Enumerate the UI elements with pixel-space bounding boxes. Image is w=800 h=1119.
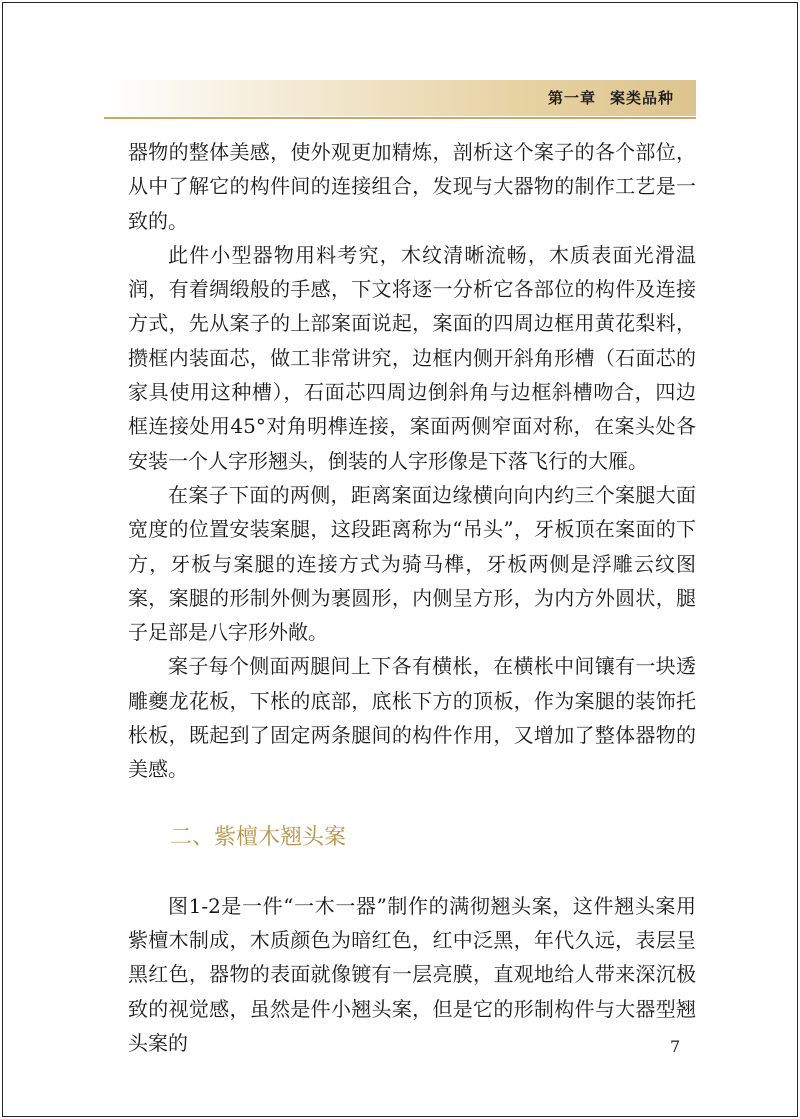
running-header-title xyxy=(548,80,696,116)
body-paragraph: 案子每个侧面两腿间上下各有横枨，在横枨中间镶有一块透雕夔龙花板，下枨的底部，底枨下方的顶板，作为案腿的装饰托枨板，既起到了固定两条腿间的构件作用，又增加了整体器物的美感。 xyxy=(128,654,696,782)
running-header xyxy=(104,80,696,116)
page-number: 7 xyxy=(670,1037,681,1056)
body-paragraph: 图1-2是一件“一木一器”制作的满彻翘头案，这件翘头案用紫檀木制成，木质颜色为暗红色，红中泛黑，年代久远，表层呈黑红色，器物的表面就像镀有一层亮膜，直观地给人带来深沉极致的视觉感，虽然是件小翘头案，但是它的形制构件与大器型翘头案的 xyxy=(128,893,696,1055)
body-paragraph-continued: 器物的整体美感，使外观更加精炼，剖析这个案子的各个部位，从中了解它的构件间的连接组合，发现与大器物的制作工艺是一致的。 xyxy=(128,140,696,233)
chapter-label: 第一章 xyxy=(547,89,596,107)
body-paragraph: 此件小型器物用料考究，木纹清晰流畅，木质表面光滑温润，有着绸缎般的手感，下文将逐一分析它各部位的构件及连接方式，先从案子的上部案面说起，案面的四周边框用黄花梨料，攒框内装面芯，做工非常讲究，边框内侧开斜角形槽（石面芯的家具使用这种槽），石面芯四周边倒斜角与边框斜槽吻合，四边框连接处用45°对角明榫连接，案面两侧窄面对称，在案头处各安装一个人字形翘头，倒装的人字形像是下落飞行的大雁。 xyxy=(128,242,696,473)
section-label: 案类品种 xyxy=(609,89,674,107)
page-body xyxy=(128,135,696,1060)
body-paragraph: 在案子下面的两侧，距离案面边缘横向向内约三个案腿大面宽度的位置安装案腿，这段距离称为“吊头”，牙板顶在案面的下方，牙板与案腿的连接方式为骑马榫，牙板两侧是浮雕云纹图案，案腿的形制外侧为裹圆形，内侧呈方形，为内方外圆状，腿子足部是八字形外敞。 xyxy=(128,482,696,645)
section-heading: 二、紫檀木翘头案 xyxy=(170,824,347,850)
header-divider xyxy=(104,117,696,119)
